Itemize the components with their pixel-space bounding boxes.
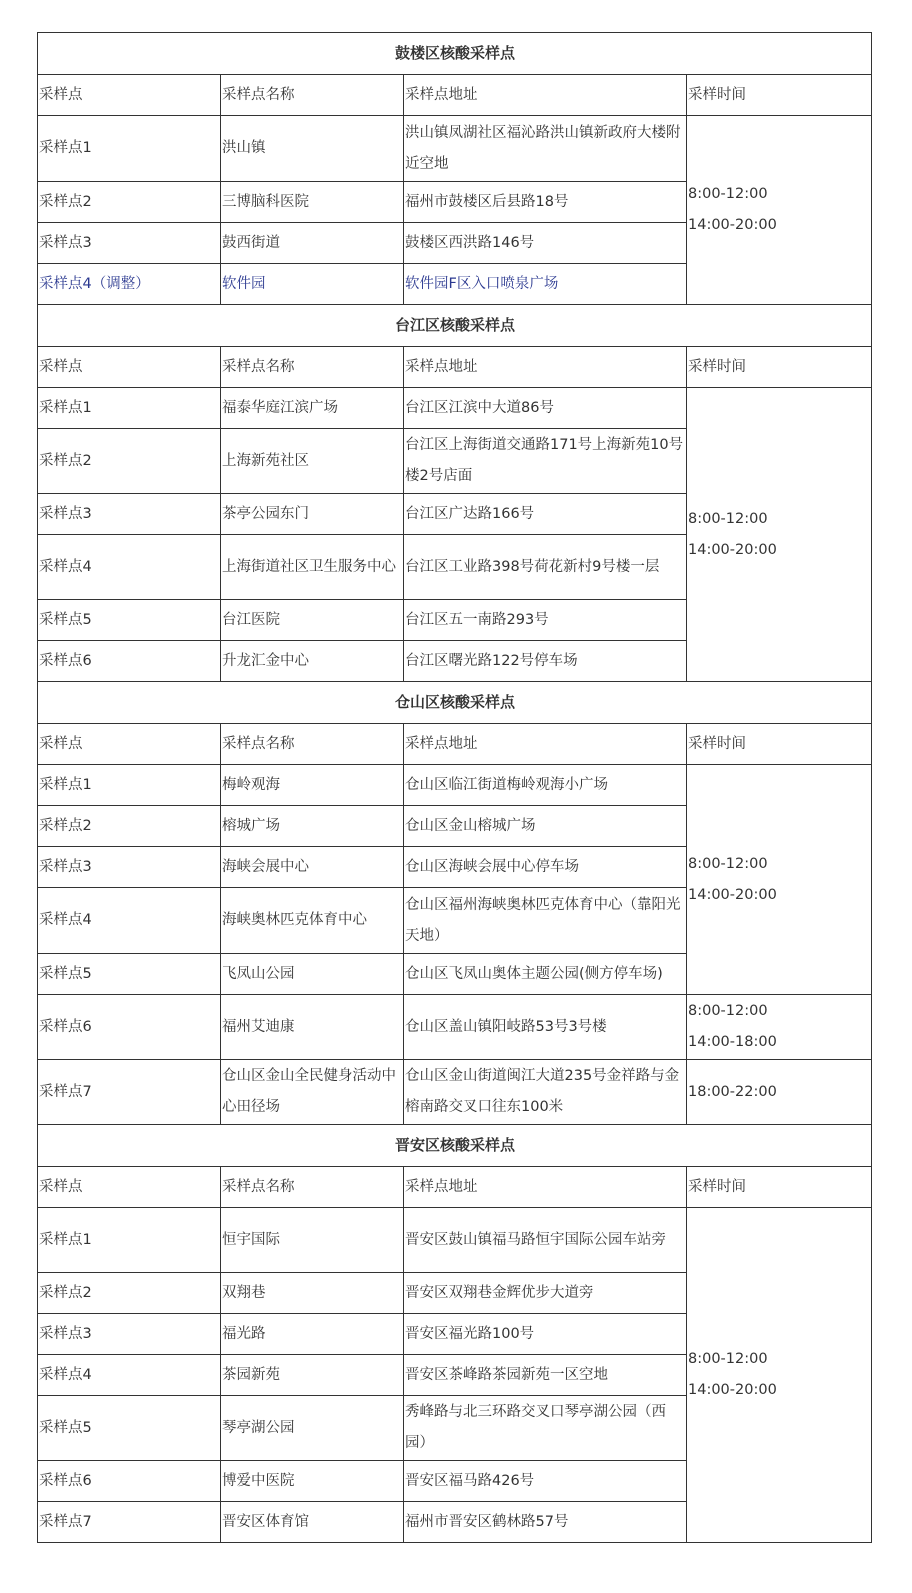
site-id: 采样点7 [38, 1502, 221, 1543]
site-name: 洪山镇 [221, 116, 404, 182]
header-site-address: 采样点地址 [404, 347, 687, 388]
column-header-row [38, 75, 872, 116]
site-name: 茶亭公园东门 [221, 494, 404, 535]
table-row [38, 388, 872, 429]
section-title: 晋安区核酸采样点 [38, 1125, 872, 1167]
site-address: 鼓楼区西洪路146号 [404, 223, 687, 264]
site-id: 采样点2 [38, 806, 221, 847]
site-id: 采样点5 [38, 600, 221, 641]
site-name: 软件园 [221, 264, 404, 305]
site-id: 采样点4 [38, 888, 221, 954]
header-site-address: 采样点地址 [404, 1167, 687, 1208]
header-site-id: 采样点 [38, 347, 221, 388]
sampling-time [687, 1208, 872, 1543]
site-id: 采样点5 [38, 1396, 221, 1461]
header-sampling-time: 采样时间 [687, 347, 872, 388]
site-address: 仓山区金山街道闽江大道235号金祥路与金榕南路交叉口往东100米 [404, 1060, 687, 1125]
header-sampling-time: 采样时间 [687, 75, 872, 116]
site-address: 台江区广达路166号 [404, 494, 687, 535]
section-title: 鼓楼区核酸采样点 [38, 33, 872, 75]
sampling-time-line: 14:00-20:00 [688, 886, 777, 903]
header-site-address: 采样点地址 [404, 75, 687, 116]
site-address: 晋安区福光路100号 [404, 1314, 687, 1355]
site-address: 台江区江滨中大道86号 [404, 388, 687, 429]
sampling-time-line: 8:00-12:00 [688, 855, 768, 872]
site-id: 采样点3 [38, 494, 221, 535]
site-name: 海峡奥林匹克体育中心 [221, 888, 404, 954]
column-header-row [38, 1167, 872, 1208]
site-id: 采样点1 [38, 765, 221, 806]
header-site-name: 采样点名称 [221, 1167, 404, 1208]
site-id: 采样点2 [38, 429, 221, 494]
site-address: 晋安区福马路426号 [404, 1461, 687, 1502]
site-address: 仓山区海峡会展中心停车场 [404, 847, 687, 888]
header-site-name: 采样点名称 [221, 75, 404, 116]
sampling-time [687, 388, 872, 682]
sampling-time [687, 116, 872, 305]
site-id: 采样点4 [38, 1355, 221, 1396]
sampling-time-line: 8:00-12:00 [688, 510, 768, 527]
site-address: 秀峰路与北三环路交叉口琴亭湖公园（西园） [404, 1396, 687, 1461]
header-site-address: 采样点地址 [404, 724, 687, 765]
sampling-time-line: 14:00-20:00 [688, 217, 777, 233]
table-row [38, 1208, 872, 1273]
site-id: 采样点4（调整） [38, 264, 221, 305]
site-name: 台江医院 [221, 600, 404, 641]
section-title: 台江区核酸采样点 [38, 305, 872, 347]
site-name: 仓山区金山全民健身活动中心田径场 [221, 1060, 404, 1125]
site-id: 采样点6 [38, 995, 221, 1060]
site-address: 晋安区茶峰路茶园新苑一区空地 [404, 1355, 687, 1396]
site-address: 晋安区鼓山镇福马路恒宇国际公园车站旁 [404, 1208, 687, 1273]
header-sampling-time: 采样时间 [687, 1167, 872, 1208]
site-address: 软件园F区入口喷泉广场 [404, 264, 687, 305]
site-name: 上海新苑社区 [221, 429, 404, 494]
site-id: 采样点6 [38, 641, 221, 682]
site-name: 福泰华庭江滨广场 [221, 388, 404, 429]
site-name: 恒宇国际 [221, 1208, 404, 1273]
site-address: 福州市晋安区鹤林路57号 [404, 1502, 687, 1543]
header-site-id: 采样点 [38, 1167, 221, 1208]
table-row [38, 995, 872, 1060]
sampling-time-line: 8:00-12:00 [688, 186, 768, 202]
site-name: 梅岭观海 [221, 765, 404, 806]
site-address: 台江区工业路398号荷花新村9号楼一层 [404, 535, 687, 600]
site-name: 晋安区体育馆 [221, 1502, 404, 1543]
site-name: 琴亭湖公园 [221, 1396, 404, 1461]
sampling-sites-document [37, 32, 871, 1543]
site-id: 采样点2 [38, 1273, 221, 1314]
site-address: 台江区上海街道交通路171号上海新苑10号楼2号店面 [404, 429, 687, 494]
table-row [38, 765, 872, 806]
site-name: 博爱中医院 [221, 1461, 404, 1502]
site-id: 采样点6 [38, 1461, 221, 1502]
site-name: 双翔巷 [221, 1273, 404, 1314]
sampling-time [687, 765, 872, 995]
site-address: 晋安区双翔巷金辉优步大道旁 [404, 1273, 687, 1314]
site-name: 榕城广场 [221, 806, 404, 847]
section-title-row [38, 682, 872, 724]
site-id: 采样点3 [38, 1314, 221, 1355]
site-address: 台江区五一南路293号 [404, 600, 687, 641]
site-address: 洪山镇凤湖社区福沁路洪山镇新政府大楼附近空地 [404, 116, 687, 182]
section-title-row [38, 1125, 872, 1167]
site-address: 仓山区盖山镇阳岐路53号3号楼 [404, 995, 687, 1060]
column-header-row [38, 724, 872, 765]
section-title-row [38, 33, 872, 75]
sampling-time-line: 14:00-20:00 [688, 541, 777, 558]
header-site-id: 采样点 [38, 75, 221, 116]
site-address: 福州市鼓楼区后县路18号 [404, 182, 687, 223]
site-name: 三博脑科医院 [221, 182, 404, 223]
site-name: 福光路 [221, 1314, 404, 1355]
header-sampling-time: 采样时间 [687, 724, 872, 765]
site-name: 飞凤山公园 [221, 954, 404, 995]
site-id: 采样点7 [38, 1060, 221, 1125]
sampling-time-line: 14:00-20:00 [688, 1382, 777, 1398]
header-site-id: 采样点 [38, 724, 221, 765]
table-row [38, 116, 872, 182]
sampling-time-line: 18:00-22:00 [688, 1083, 777, 1100]
header-site-name: 采样点名称 [221, 724, 404, 765]
site-name: 海峡会展中心 [221, 847, 404, 888]
site-address: 台江区曙光路122号停车场 [404, 641, 687, 682]
site-id: 采样点1 [38, 116, 221, 182]
sampling-time [687, 1060, 872, 1125]
site-name: 福州艾迪康 [221, 995, 404, 1060]
section-title: 仓山区核酸采样点 [38, 682, 872, 724]
site-id: 采样点2 [38, 182, 221, 223]
site-name: 茶园新苑 [221, 1355, 404, 1396]
site-id: 采样点5 [38, 954, 221, 995]
site-name: 鼓西街道 [221, 223, 404, 264]
site-id: 采样点3 [38, 223, 221, 264]
header-site-name: 采样点名称 [221, 347, 404, 388]
site-address: 仓山区临江街道梅岭观海小广场 [404, 765, 687, 806]
column-header-row [38, 347, 872, 388]
table-row [38, 1060, 872, 1125]
site-name: 升龙汇金中心 [221, 641, 404, 682]
section-title-row [38, 305, 872, 347]
site-id: 采样点4 [38, 535, 221, 600]
sampling-time-line: 14:00-18:00 [688, 1034, 777, 1050]
sampling-sites-table [37, 32, 872, 1543]
sampling-time-line: 8:00-12:00 [688, 1351, 768, 1367]
sampling-time [687, 995, 872, 1060]
site-address: 仓山区金山榕城广场 [404, 806, 687, 847]
site-name: 上海街道社区卫生服务中心 [221, 535, 404, 600]
site-id: 采样点3 [38, 847, 221, 888]
site-id: 采样点1 [38, 388, 221, 429]
site-id: 采样点1 [38, 1208, 221, 1273]
site-address: 仓山区飞凤山奥体主题公园(侧方停车场) [404, 954, 687, 995]
sampling-time-line: 8:00-12:00 [688, 1003, 768, 1019]
site-address: 仓山区福州海峡奥林匹克体育中心（靠阳光天地） [404, 888, 687, 954]
